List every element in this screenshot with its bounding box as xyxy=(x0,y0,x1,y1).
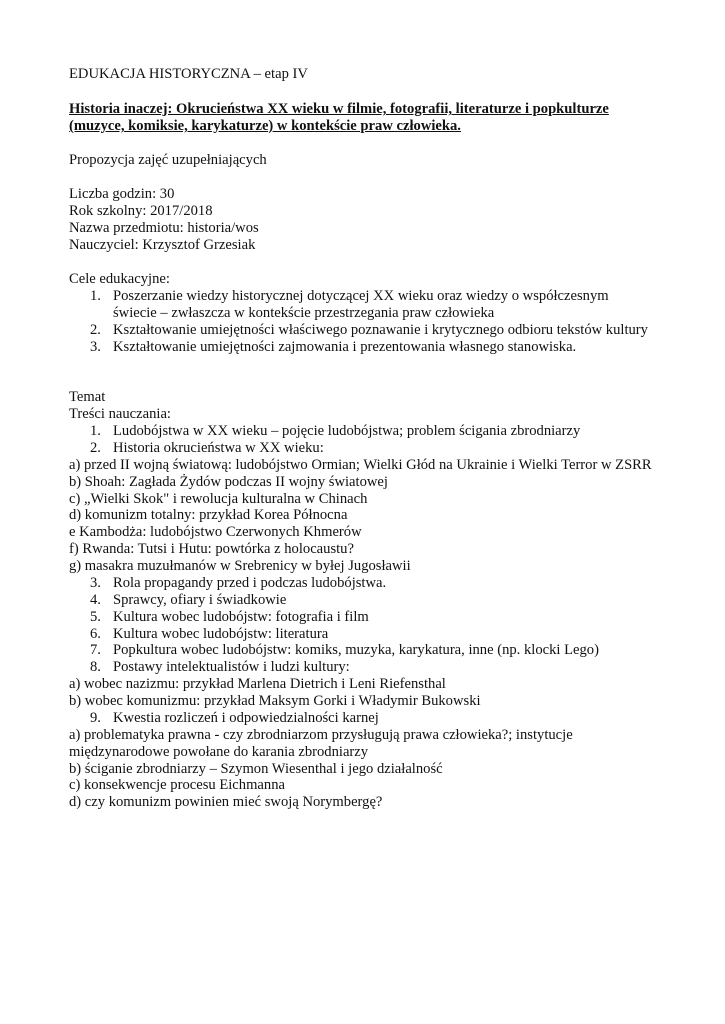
goal-number: 1. xyxy=(90,288,101,304)
document-subtitle: Propozycja zajęć uzupełniających xyxy=(69,152,267,168)
info-school-year: Rok szkolny: 2017/2018 xyxy=(69,203,213,219)
content-subitem-continued: międzynarodowe powołane do karania zbrodniarzy xyxy=(69,744,369,760)
goal-text: Kształtowanie umiejętności zajmowania i prezentowania własnego stanowiska. xyxy=(113,339,577,355)
content-subitem: g) masakra muzułmanów w Srebrenicy w byłej Jugosławii xyxy=(69,558,411,574)
content-item-number: 5. xyxy=(90,609,101,625)
content-subitem: e Kambodża: ludobójstwo Czerwonych Khmerów xyxy=(69,524,362,540)
content-item-number: 9. xyxy=(90,710,101,726)
content-subitem: d) komunizm totalny: przykład Korea Północna xyxy=(69,507,348,523)
content-item-number: 4. xyxy=(90,592,101,608)
content-item-text: Postawy intelektualistów i ludzi kultury: xyxy=(113,659,350,675)
content-subitem: c) konsekwencje procesu Eichmanna xyxy=(69,777,285,793)
content-item-number: 6. xyxy=(90,626,101,642)
goal-text: Poszerzanie wiedzy historycznej dotyczącej XX wieku oraz wiedzy o współczesnym xyxy=(113,288,609,304)
document-title-line-2: (muzyce, komiksie, karykaturze) w kontekście praw człowieka. xyxy=(69,118,461,134)
content-subitem: b) wobec komunizmu: przykład Maksym Gorki i Władymir Bukowski xyxy=(69,693,481,709)
content-item-number: 1. xyxy=(90,423,101,439)
topic-label: Temat xyxy=(69,389,106,405)
content-item-text: Historia okrucieństwa w XX wieku: xyxy=(113,440,324,456)
content-item-number: 3. xyxy=(90,575,101,591)
content-subitem: a) wobec nazizmu: przykład Marlena Dietrich i Leni Riefensthal xyxy=(69,676,446,692)
content-item-number: 2. xyxy=(90,440,101,456)
content-item-text: Sprawcy, ofiary i świadkowie xyxy=(113,592,287,608)
content-item-text: Ludobójstwa w XX wieku – pojęcie ludobójstwa; problem ścigania zbrodniarzy xyxy=(113,423,581,439)
content-subitem: d) czy komunizm powinien mieć swoją Norymbergę? xyxy=(69,794,383,810)
content-item-text: Rola propagandy przed i podczas ludobójstwa. xyxy=(113,575,387,591)
content-subitem: a) przed II wojną światową: ludobójstwo Ormian; Wielki Głód na Ukrainie i Wielki Terror w ZSRR xyxy=(69,457,652,473)
content-subitem: c) „Wielki Skok" i rewolucja kulturalna w Chinach xyxy=(69,491,368,507)
goal-number: 3. xyxy=(90,339,101,355)
content-subitem: f) Rwanda: Tutsi i Hutu: powtórka z holocaustu? xyxy=(69,541,354,557)
content-item-text: Popkultura wobec ludobójstw: komiks, muzyka, karykatura, inne (np. klocki Lego) xyxy=(113,642,599,658)
content-subitem: b) Shoah: Zagłada Żydów podczas II wojny światowej xyxy=(69,474,388,490)
content-subitem: b) ściganie zbrodniarzy – Szymon Wiesenthal i jego działalność xyxy=(69,761,443,777)
goals-heading: Cele edukacyjne: xyxy=(69,271,170,287)
content-item-number: 8. xyxy=(90,659,101,675)
content-item-text: Kwestia rozliczeń i odpowiedzialności karnej xyxy=(113,710,379,726)
content-item-number: 7. xyxy=(90,642,101,658)
content-item-text: Kultura wobec ludobójstw: literatura xyxy=(113,626,329,642)
content-item-text: Kultura wobec ludobójstw: fotografia i film xyxy=(113,609,369,625)
document-header: EDUKACJA HISTORYCZNA – etap IV xyxy=(69,66,308,82)
goal-text: Kształtowanie umiejętności właściwego poznawanie i krytycznego odbioru tekstów kultury xyxy=(113,322,648,338)
document-title-line-1: Historia inaczej: Okrucieństwa XX wieku w filmie, fotografii, literaturze i popkulturze xyxy=(69,101,609,117)
content-subitem: a) problematyka prawna - czy zbrodniarzom przysługują prawa człowieka?; instytucje xyxy=(69,727,573,743)
info-subject: Nazwa przedmiotu: historia/wos xyxy=(69,220,259,236)
content-heading: Treści nauczania: xyxy=(69,406,171,422)
info-hours: Liczba godzin: 30 xyxy=(69,186,175,202)
goal-number: 2. xyxy=(90,322,101,338)
goal-text-continued: świecie – zwłaszcza w kontekście przestrzegania praw człowieka xyxy=(113,305,495,321)
info-teacher: Nauczyciel: Krzysztof Grzesiak xyxy=(69,237,256,253)
